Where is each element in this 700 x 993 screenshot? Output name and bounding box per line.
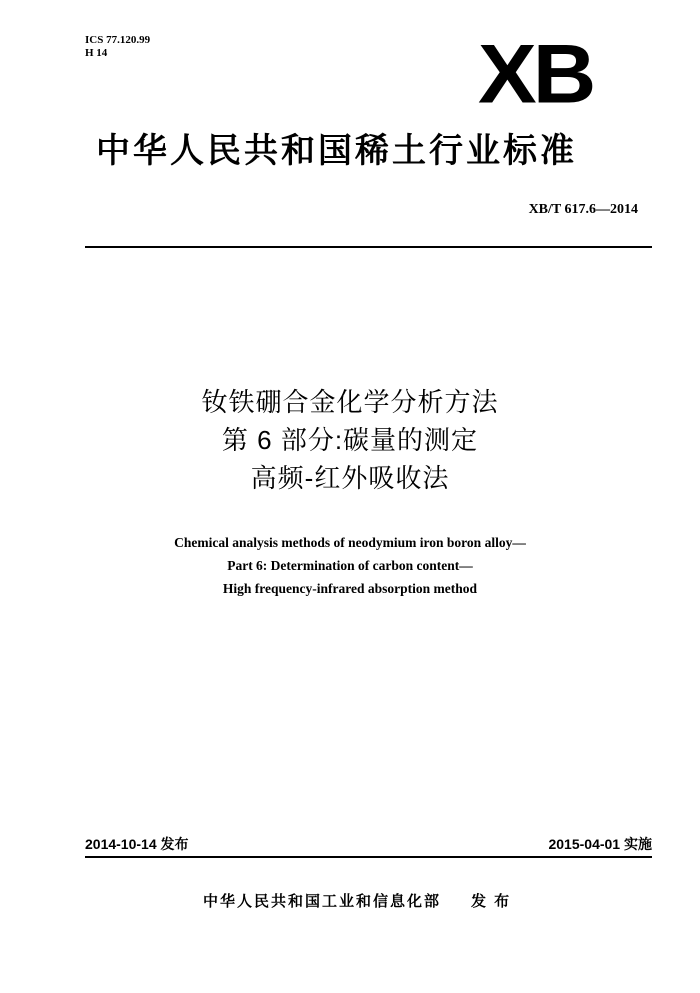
effective-date: 2015-04-01 实施	[548, 836, 652, 852]
ccs-code: H 14	[85, 47, 108, 59]
chinese-title-line-1: 钕铁硼合金化学分析方法	[201, 387, 499, 417]
standard-title: 中华人民共和国稀土行业标准	[96, 132, 577, 170]
english-title-line-3: High frequency-infrared absorption method	[222, 581, 478, 596]
standard-code: XB/T 617.6—2014	[528, 202, 638, 217]
chinese-title-line-2: 第 6 部分:碳量的测定	[221, 425, 479, 455]
classification-codes	[85, 34, 150, 60]
bottom-divider	[85, 856, 652, 858]
issue-date: 2014-10-14 发布	[85, 836, 189, 852]
ics-code: ICS 77.120.99	[85, 34, 151, 46]
english-title	[0, 531, 700, 600]
english-title-line-1: Chemical analysis methods of neodymium iron boron alloy—	[174, 535, 526, 550]
chinese-title-line-3: 高频-红外吸收法	[250, 463, 450, 493]
top-divider	[85, 246, 652, 248]
issuer-action: 发 布	[471, 893, 512, 910]
english-title-line-2: Part 6: Determination of carbon content—	[227, 558, 473, 573]
chinese-title	[0, 383, 700, 497]
xb-logo: XB	[478, 26, 593, 121]
issuer-line	[203, 890, 511, 911]
issuer-name: 中华人民共和国工业和信息化部	[203, 893, 442, 910]
